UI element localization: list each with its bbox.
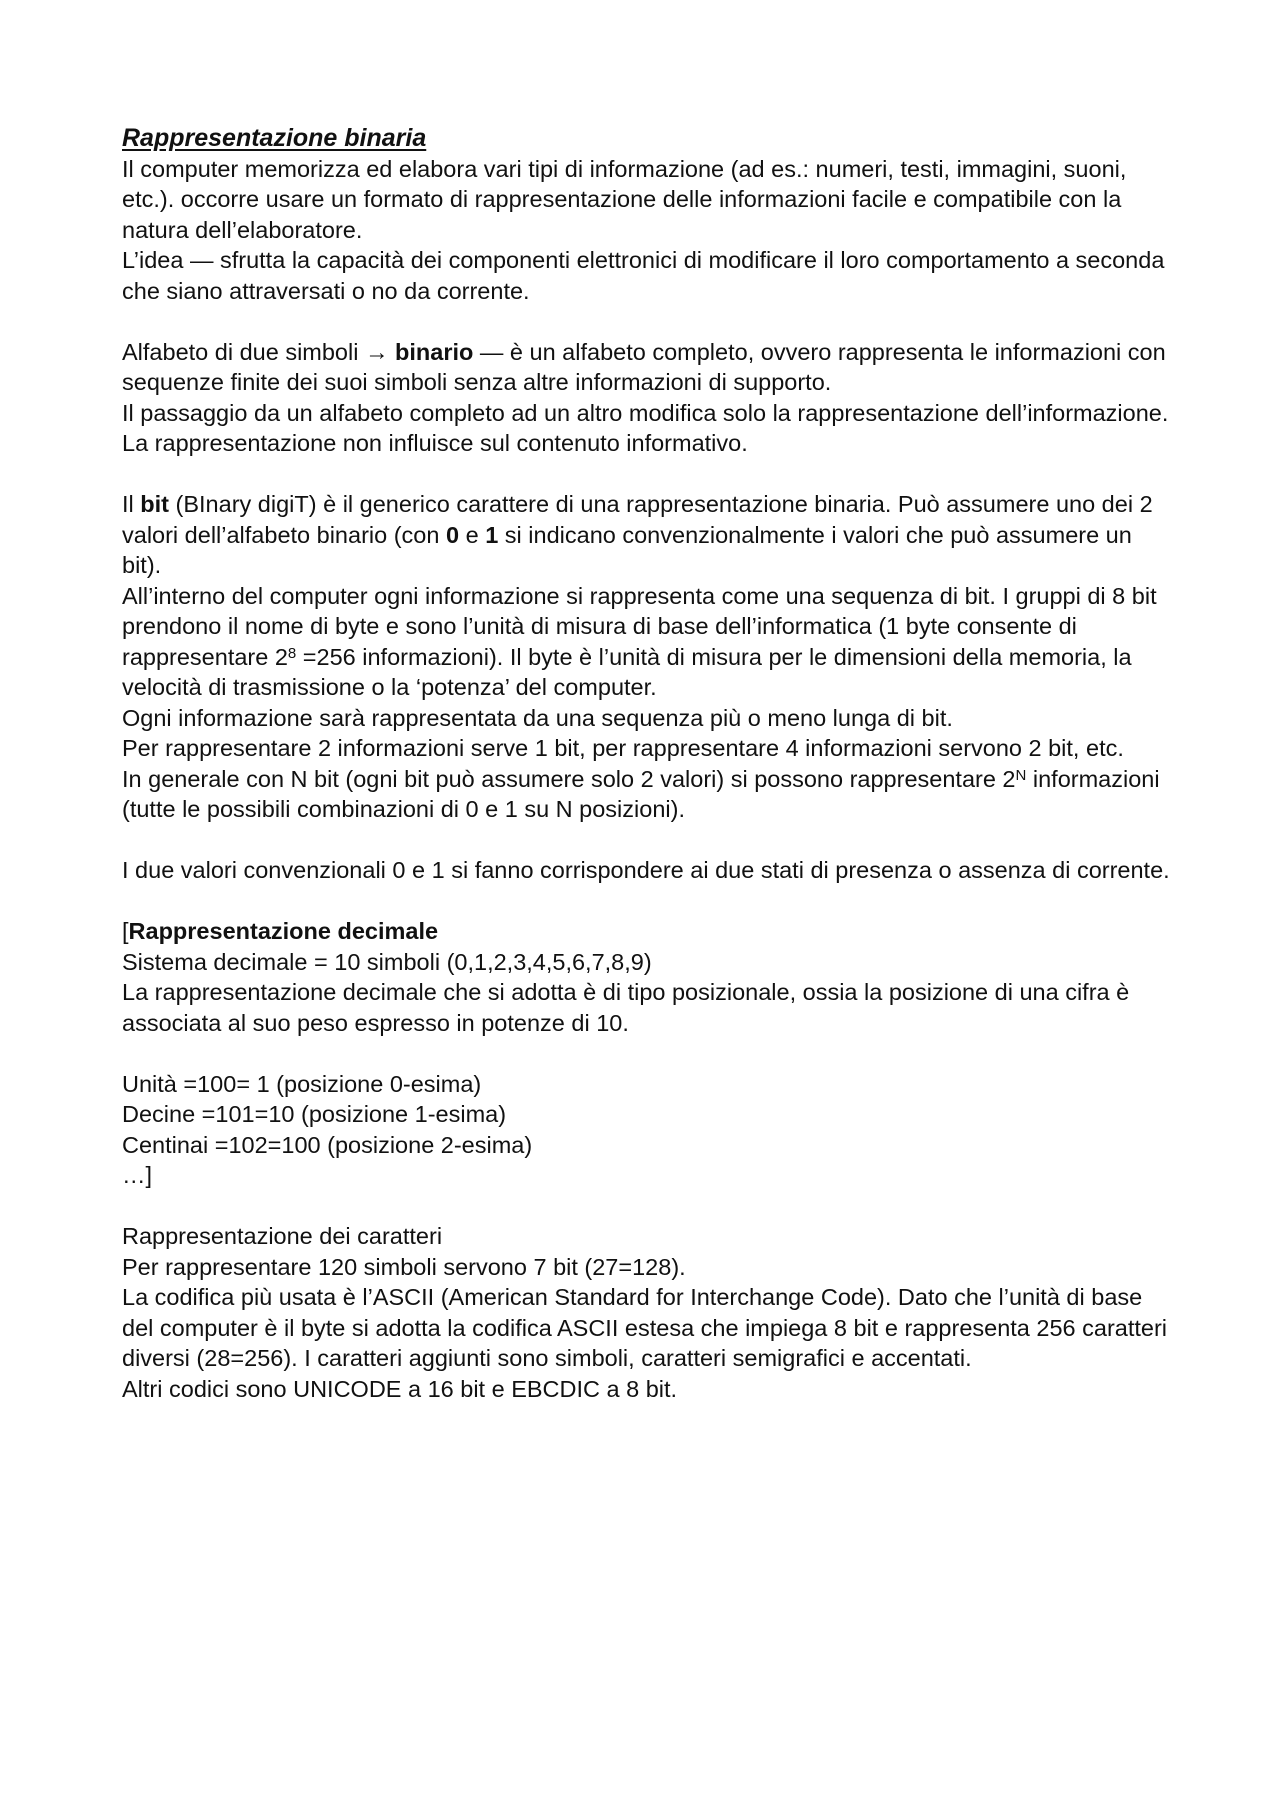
characters-line: Per rappresentare 120 simboli servono 7 bit (27=128). [122, 1253, 686, 1280]
decimal-end: …] [122, 1162, 153, 1188]
characters-line: La codifica più usata è l’ASCII (American Standard for Interchange Code). Dato che l’unità di base del computer è il byte si adotta la codifica ASCII estesa che impiega 8 bit e rappresenta 256 caratteri diversi (28=256). I caratteri aggiunti sono simboli, caratteri semigrafici e accentati. [122, 1284, 1168, 1371]
text-run: Il [122, 491, 141, 517]
paragraph-alphabet-change: Il passaggio da un alfabeto completo ad un altro modifica solo la rappresentazione dell’informazione. La rappresentazione non influisce sul contenuto informativo. [122, 399, 1169, 456]
bold-term-bit: bit [140, 491, 169, 517]
spacer [122, 459, 1170, 490]
bold-term-binario: binario [395, 338, 474, 365]
text-run: In generale con N bit (ogni bit può assumere solo 2 valori) si possono rappresentare 2 [122, 765, 1016, 792]
spacer [122, 886, 1170, 917]
paragraph-general [122, 764, 1170, 825]
paragraph-idea: L’idea — sfrutta la capacità dei componenti elettronici di modificare il loro comportamento a seconda che siano attraversati o no da corrente. [122, 247, 1165, 304]
text-run: si indicano convenzionalmente i valori che può assumere un bit). [122, 521, 1132, 578]
paragraph-bit [122, 489, 1170, 581]
spacer [122, 1191, 1170, 1222]
text-run: e [459, 521, 486, 548]
bold-heading: Rappresentazione decimale [128, 918, 439, 944]
spacer [122, 306, 1170, 337]
section-heading-decimal [122, 916, 1170, 947]
decimal-unit-line: Decine =101=10 (posizione 1-esima) [122, 1101, 507, 1127]
decimal-unit-line: Centinai =102=100 (posizione 2-esima) [122, 1131, 533, 1158]
decimal-unit-line: Unità =100= 1 (posizione 0-esima) [122, 1070, 482, 1097]
superscript-exponent: N [1015, 766, 1027, 784]
paragraph-binary-alphabet [122, 337, 1170, 398]
paragraph-examples: Per rappresentare 2 informazioni serve 1 bit, per rappresentare 4 informazioni servono 2 bit, etc. [122, 735, 1124, 761]
spacer [122, 825, 1170, 856]
paragraph-byte [122, 581, 1170, 703]
page-title: Rappresentazione binaria [122, 124, 427, 152]
text-run: =256 informazioni). Il byte è l’unità di misura per le dimensioni della memoria, la velocità di trasmissione o la ‘potenza’ del computer. [122, 643, 1132, 700]
spacer [122, 1038, 1170, 1069]
section-heading-characters: Rappresentazione dei caratteri [122, 1223, 443, 1249]
text-run: — è un alfabeto completo, ovvero rappresenta le informazioni con sequenze finite dei suoi simboli senza altre informazioni di supporto. [122, 338, 1166, 395]
paragraph-intro: Il computer memorizza ed elabora vari tipi di informazione (ad es.: numeri, testi, immagini, suoni, etc.). occorre usare un formato di rappresentazione delle informazioni facile e compatibile con la natura dell’elaboratore. [122, 155, 1127, 243]
characters-line: Altri codici sono UNICODE a 16 bit e EBCDIC a 8 bit. [122, 1375, 678, 1402]
bold-digit-zero: 0 [445, 521, 460, 548]
superscript-exponent: 8 [287, 644, 297, 662]
paragraph-current: I due valori convenzionali 0 e 1 si fanno corrispondere ai due stati di presenza o assenza di corrente. [122, 857, 1170, 883]
text-run: All’interno del computer ogni informazione si rappresenta come una sequenza di bit. I gruppi di 8 bit prendono il nome di byte e sono l’unità di misura di base dell’informatica (1 byte consente di rappresentare 2 [122, 582, 1157, 670]
text-run: informazioni (tutte le possibili combinazioni di 0 e 1 su N posizioni). [122, 765, 1160, 822]
paragraph-sequence: Ogni informazione sarà rappresentata da una sequenza più o meno lunga di bit. [122, 704, 953, 731]
text-run: (BInary digiT) è il generico carattere di una rappresentazione binaria. Può assumere uno dei 2 valori dell’alfabeto binario (con [122, 491, 1153, 548]
text-run: [ [122, 918, 129, 944]
decimal-line: Sistema decimale = 10 simboli (0,1,2,3,4,5,6,7,8,9) [122, 948, 652, 975]
decimal-line: La rappresentazione decimale che si adotta è di tipo posizionale, ossia la posizione di una cifra è associata al suo peso espresso in potenze di 10. [122, 979, 1130, 1036]
text-run: Alfabeto di due simboli → [122, 338, 396, 365]
bold-digit-one: 1 [485, 521, 499, 548]
